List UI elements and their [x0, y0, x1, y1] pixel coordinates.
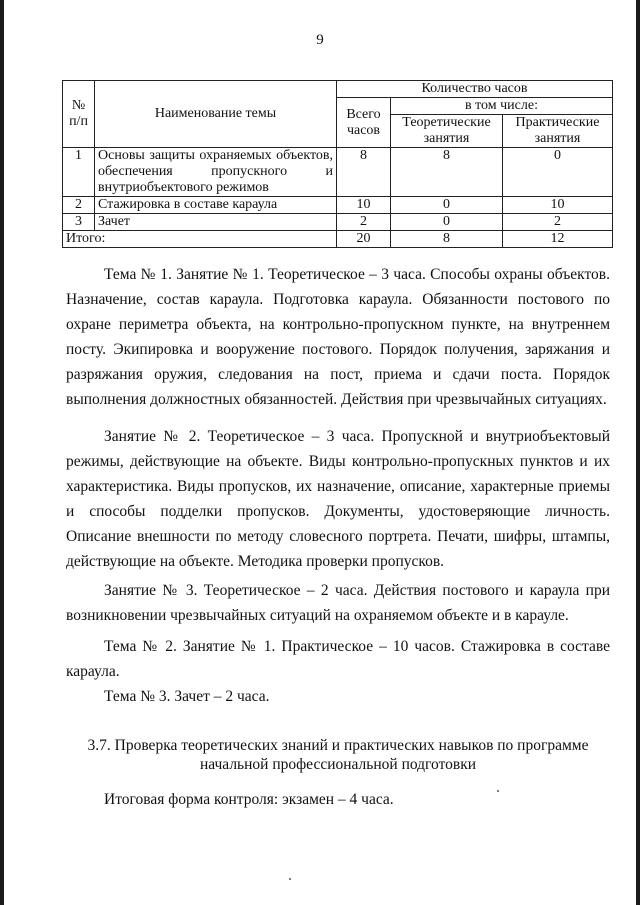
header-hours: Количество часов — [337, 81, 613, 98]
table-row — [63, 148, 613, 197]
row-num: 1 — [63, 148, 95, 197]
table-header-row — [63, 81, 613, 98]
header-including: в том числе: — [391, 98, 613, 115]
lesson-2-description — [66, 424, 610, 574]
row-practice: 0 — [503, 148, 613, 197]
row-name: Основы защиты охраняемых объектов, обеспечения пропускного и внутриобъектового режимов — [95, 148, 337, 197]
row-total: 10 — [337, 197, 391, 214]
scan-speck — [289, 878, 291, 880]
row-name: Стажировка в составе караула — [95, 197, 337, 214]
table-row — [63, 214, 613, 231]
page-number: 9 — [316, 32, 324, 48]
final-control-line: Итоговая форма контроля: экзамен – 4 часа. — [104, 791, 394, 808]
lesson-3-description — [66, 578, 610, 628]
totals-label: Итого: — [63, 231, 337, 248]
row-practice: 2 — [503, 214, 613, 231]
table-totals-row — [63, 231, 613, 248]
totals-practice: 12 — [503, 231, 613, 248]
topics-table — [62, 80, 613, 248]
section-title-line: 3.7. Проверка теоретических знаний и практических навыков по программе — [87, 737, 589, 754]
paragraph: Тема № 2. Занятие № 1. Практическое – 10 часов. Стажировка в составе караула. — [66, 638, 610, 680]
section-title — [66, 736, 610, 774]
header-num: № п/п — [63, 81, 95, 148]
paragraph: Занятие № 2. Теоретическое – 3 часа. Пропускной и внутриобъектовый режимы, действующие на объекте. Виды контрольно-пропускных пунктов и их характеристика. Виды пропусков, их назначение, описание, характерные приемы и способы подделки пропусков. Документы, удостоверяющие личность. Описание внешности по методу словесного портрета. Печати, шифры, штампы, действующие на объекте. Методика проверки пропусков. — [66, 428, 610, 570]
totals-total: 20 — [337, 231, 391, 248]
scan-edge-right — [636, 0, 640, 905]
header-name: Наименование темы — [95, 81, 337, 148]
topic-1-description — [66, 262, 610, 412]
row-theory: 0 — [391, 214, 503, 231]
row-total: 8 — [337, 148, 391, 197]
row-practice: 10 — [503, 197, 613, 214]
paragraph: Тема № 1. Занятие № 1. Теоретическое – 3 часа. Способы охраны объектов. Назначение, состав караула. Подготовка караула. Обязанности постового по охране периметра объекта, на контрольно-пропускном пункте, на внутреннем посту. Экипировка и вооружение постового. Порядок получения, заряжания и разряжания оружия, следования на пост, приема и сдачи поста. Порядок выполнения должностных обязанностей. Действия при чрезвычайных ситуациях. — [66, 266, 610, 408]
section-title-line: начальной профессиональной подготовки — [199, 756, 477, 773]
topic-3-description — [66, 684, 610, 709]
paragraph: Тема № 3. Зачет – 2 часа. — [104, 688, 270, 705]
row-theory: 0 — [391, 197, 503, 214]
table-row — [63, 197, 613, 214]
header-theory: Теоретические занятия — [391, 115, 503, 148]
scan-edge-left — [0, 0, 4, 905]
scan-speck — [497, 790, 499, 792]
row-num: 3 — [63, 214, 95, 231]
paragraph: Занятие № 3. Теоретическое – 2 часа. Действия постового и караула при возникновении чрезвычайных ситуаций на охраняемом объекте и в карауле. — [66, 582, 610, 624]
header-practice: Практические занятия — [503, 115, 613, 148]
row-theory: 8 — [391, 148, 503, 197]
row-total: 2 — [337, 214, 391, 231]
header-total: Всего часов — [337, 98, 391, 148]
totals-theory: 8 — [391, 231, 503, 248]
row-name: Зачет — [95, 214, 337, 231]
topic-2-description — [66, 634, 610, 684]
row-num: 2 — [63, 197, 95, 214]
